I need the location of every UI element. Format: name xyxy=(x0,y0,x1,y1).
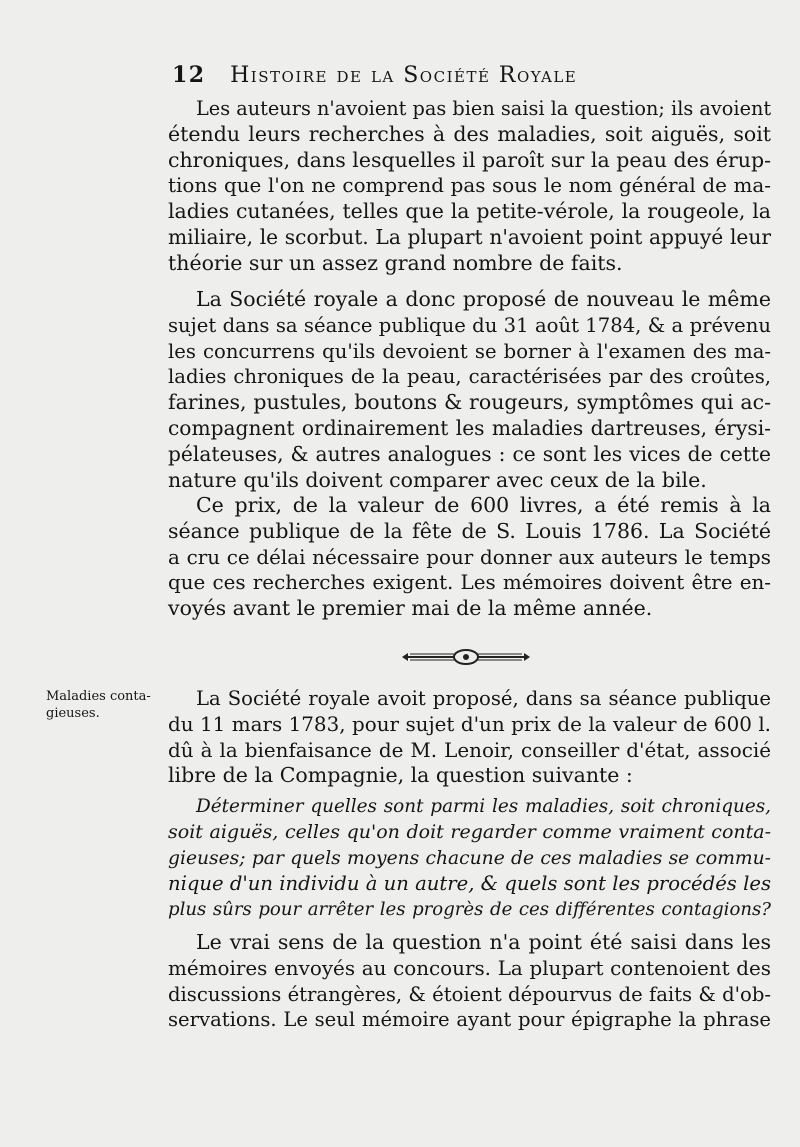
text-line: ladies cutanées, telles que la petite-vérole, la rougeole, la xyxy=(168,199,771,224)
text-line: nature qu'ils doivent comparer avec ceux de la bile. xyxy=(168,467,707,492)
text-line: La Société royale avoit proposé, dans sa séance publique xyxy=(196,687,771,710)
text-line: miliaire, le scorbut. La plupart n'avoient point appuyé leur xyxy=(168,224,771,249)
text-line: du 11 mars 1783, pour sujet d'un prix de la valeur de 600 l. xyxy=(168,712,771,736)
text-line: gieuses; par quels moyens chacune de ces maladies se commu- xyxy=(168,847,771,869)
page-number: 12 xyxy=(172,62,206,88)
margin-note-line: Maladies conta- xyxy=(46,689,151,704)
ornament-divider xyxy=(400,648,532,666)
text-line: les concurrens qu'ils devoient se borner à l'examen des ma- xyxy=(168,339,771,363)
text-line: pélateuses, & autres analogues : ce sont les vices de cette xyxy=(168,441,771,466)
paragraph-6 xyxy=(168,930,771,1033)
text-line: dû à la bienfaisance de M. Lenoir, conseiller d'état, associé xyxy=(168,738,771,762)
text-line: plus sûrs pour arrêter les progrès de ces différentes contagions? xyxy=(168,899,771,921)
text-line: chroniques, dans lesquelles il paroît sur la peau des érup- xyxy=(168,147,771,172)
text-line: étendu leurs recherches à des maladies, soit aiguës, soit xyxy=(168,121,771,146)
text-line: mémoires envoyés au concours. La plupart contenoient des xyxy=(168,956,771,980)
paragraph-4 xyxy=(168,686,771,789)
text-line: théorie sur un assez grand nombre de faits. xyxy=(168,250,623,275)
text-line: soit aiguës, celles qu'on doit regarder comme vraiment conta- xyxy=(168,820,771,843)
text-line: farines, pustules, boutons & rougeurs, symptômes qui ac- xyxy=(168,390,771,415)
text-line: servations. Le seul mémoire ayant pour épigraphe la phrase xyxy=(168,1008,771,1032)
text-line: Déterminer quelles sont parmi les maladies, soit chroniques, xyxy=(196,796,771,817)
text-line: nique d'un individu à un autre, & quels sont les procédés les xyxy=(168,872,771,896)
running-header xyxy=(172,62,577,88)
paragraph-2 xyxy=(168,287,771,493)
text-line: séance publique de la fête de S. Louis 1786. La Société xyxy=(168,518,771,543)
text-line: Le vrai sens de la question n'a point été saisi dans les xyxy=(196,930,771,954)
text-line: La Société royale a donc proposé de nouveau le même xyxy=(196,287,771,311)
text-line: ladies chroniques de la peau, caractérisées par des croûtes, xyxy=(168,365,771,389)
text-line: discussions étrangères, & étoient dépourvus de faits & d'ob- xyxy=(168,982,771,1006)
text-line: a cru ce délai nécessaire pour donner aux auteurs le temps xyxy=(168,545,771,569)
text-line: que ces recherches exigent. Les mémoires doivent être en- xyxy=(168,571,771,595)
text-line: tions que l'on ne comprend pas sous le nom général de ma- xyxy=(168,174,771,198)
running-title: Histoire de la Société Royale xyxy=(230,63,578,88)
text-line: compagnent ordinairement les maladies dartreuses, érysi- xyxy=(168,415,771,440)
paragraph-3 xyxy=(168,493,771,622)
text-line: sujet dans sa séance publique du 31 août 1784, & a prévenu xyxy=(168,313,771,337)
text-line: voyés avant le premier mai de la même année. xyxy=(168,596,653,621)
prize-question xyxy=(168,794,771,923)
text-line: Ce prix, de la valeur de 600 livres, a été remis à la xyxy=(196,493,771,517)
margin-note-line: gieuses. xyxy=(46,706,100,721)
paragraph-1 xyxy=(168,96,771,277)
text-line: libre de la Compagnie, la question suivante : xyxy=(168,763,633,788)
margin-note xyxy=(46,688,166,722)
text-line: Les auteurs n'avoient pas bien saisi la question; ils avoient xyxy=(196,97,772,120)
